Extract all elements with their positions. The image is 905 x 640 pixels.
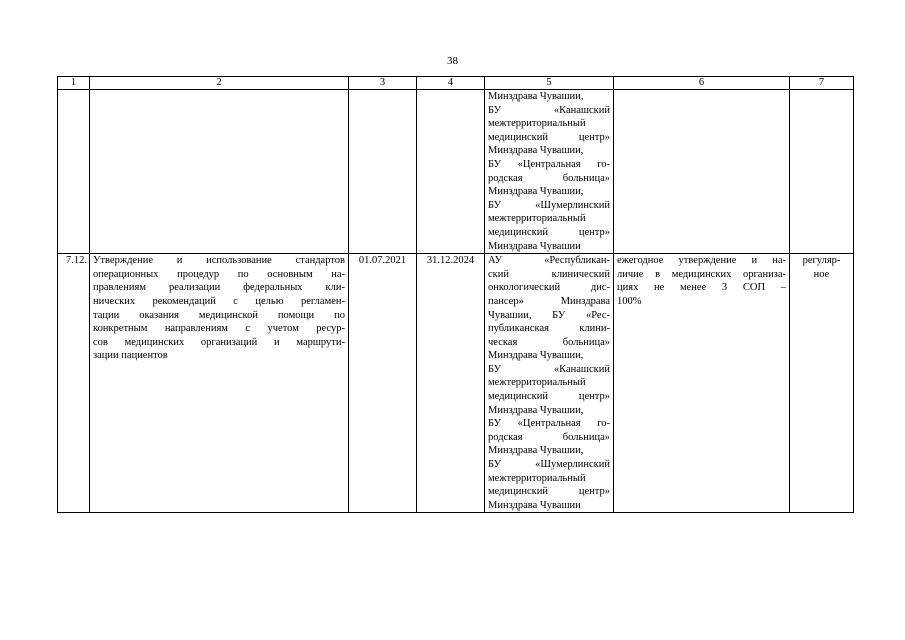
executor-line: Минздрава Чувашии <box>488 499 581 511</box>
description-line: нических рекомендаций с целью регламен- <box>93 295 345 307</box>
table-row <box>58 254 854 513</box>
executor-line: пансер» Минздрава <box>488 295 610 307</box>
executor-line: ческая больница» <box>488 336 610 348</box>
cont-executor-line: БУ «Канашский <box>488 104 610 116</box>
cont-executor-line: Минздрава Чувашии, <box>488 91 584 102</box>
cont-executor-line: Минздрава Чувашии, <box>488 145 584 157</box>
cont-executor-line: родская больница» <box>488 172 610 184</box>
executor-line: межтерриториальный <box>488 377 586 389</box>
cont-cell-3 <box>349 90 417 254</box>
cont-cell-1 <box>58 90 90 254</box>
cont-executor-line: Минздрава Чувашии, <box>488 186 584 198</box>
cont-executor-line: Минздрава Чувашии <box>488 240 581 252</box>
description-line: конкретным направлениям с учетом ресур- <box>93 323 345 335</box>
executor-line: межтерриториальный <box>488 472 586 484</box>
executor-line: Чувашии, БУ «Рес- <box>488 309 610 321</box>
executor-line: Минздрава Чувашии, <box>488 404 584 416</box>
description-line: правлениям реализации федеральных кли- <box>93 282 345 294</box>
cont-cell-7 <box>790 90 854 254</box>
executor-line: БУ «Центральная го- <box>488 418 610 430</box>
header-col-2: 2 <box>90 77 349 90</box>
cont-executor-line: межтерриториальный <box>488 213 586 225</box>
cont-cell-2 <box>90 90 349 254</box>
cont-executor-line: межтерриториальный <box>488 118 586 130</box>
header-row <box>58 77 854 90</box>
continuation-row <box>58 90 854 254</box>
executor-line: медицинский центр» <box>488 391 610 403</box>
description-line: сов медицинских организаций и маршрути- <box>93 336 345 348</box>
measures-table <box>57 76 854 513</box>
executor-line: онкологический дис- <box>488 282 610 294</box>
header-col-5: 5 <box>485 77 614 90</box>
measure-description-cell <box>90 254 349 513</box>
executor-line: публиканская клини- <box>488 323 610 335</box>
page-number: 38 <box>447 55 458 67</box>
executor-line: ский клинический <box>488 268 610 280</box>
description-line: операционных процедур по основным на- <box>93 268 345 280</box>
executor-line: медицинский центр» <box>488 486 610 498</box>
executor-line: Минздрава Чувашии, <box>488 445 584 457</box>
periodicity-cell <box>790 254 854 513</box>
indicator-cell <box>614 254 790 513</box>
cont-cell-6 <box>614 90 790 254</box>
description-line: зации пациентов <box>93 350 168 362</box>
end-date: 31.12.2024 <box>417 254 485 513</box>
periodicity-line: регуляр- <box>802 255 841 267</box>
executor-line: БУ «Шумерлинский <box>488 459 610 471</box>
start-date: 01.07.2021 <box>349 254 417 513</box>
indicator-line: ежегодное утверждение и на- <box>617 255 786 267</box>
header-col-7: 7 <box>790 77 854 90</box>
executor-line: БУ «Канашский <box>488 363 610 375</box>
description-line: Утверждение и использование стандартов <box>93 255 345 267</box>
executor-line: родская больница» <box>488 431 610 443</box>
header-col-3: 3 <box>349 77 417 90</box>
header-col-4: 4 <box>417 77 485 90</box>
cont-executor-line: БУ «Центральная го- <box>488 158 610 170</box>
cont-executor-line: медицинский центр» <box>488 131 610 143</box>
description-line: тации оказания медицинской помощи по <box>93 309 345 321</box>
indicator-line: 100% <box>617 295 642 307</box>
executor-line: Минздрава Чувашии, <box>488 350 584 362</box>
executors-cell <box>485 254 614 513</box>
cont-executors-cell <box>485 90 614 254</box>
header-col-1: 1 <box>58 77 90 90</box>
executor-line: АУ «Республикан- <box>488 255 610 267</box>
cont-executor-line: медицинский центр» <box>488 226 610 238</box>
indicator-line: личие в медицинских организа- <box>617 268 786 280</box>
indicator-line: циях не менее 3 СОП – <box>617 282 786 294</box>
periodicity-line: ное <box>813 268 830 280</box>
cont-executor-line: БУ «Шумерлинский <box>488 199 610 211</box>
cont-cell-4 <box>417 90 485 254</box>
row-number: 7.12. <box>58 254 90 513</box>
header-col-6: 6 <box>614 77 790 90</box>
